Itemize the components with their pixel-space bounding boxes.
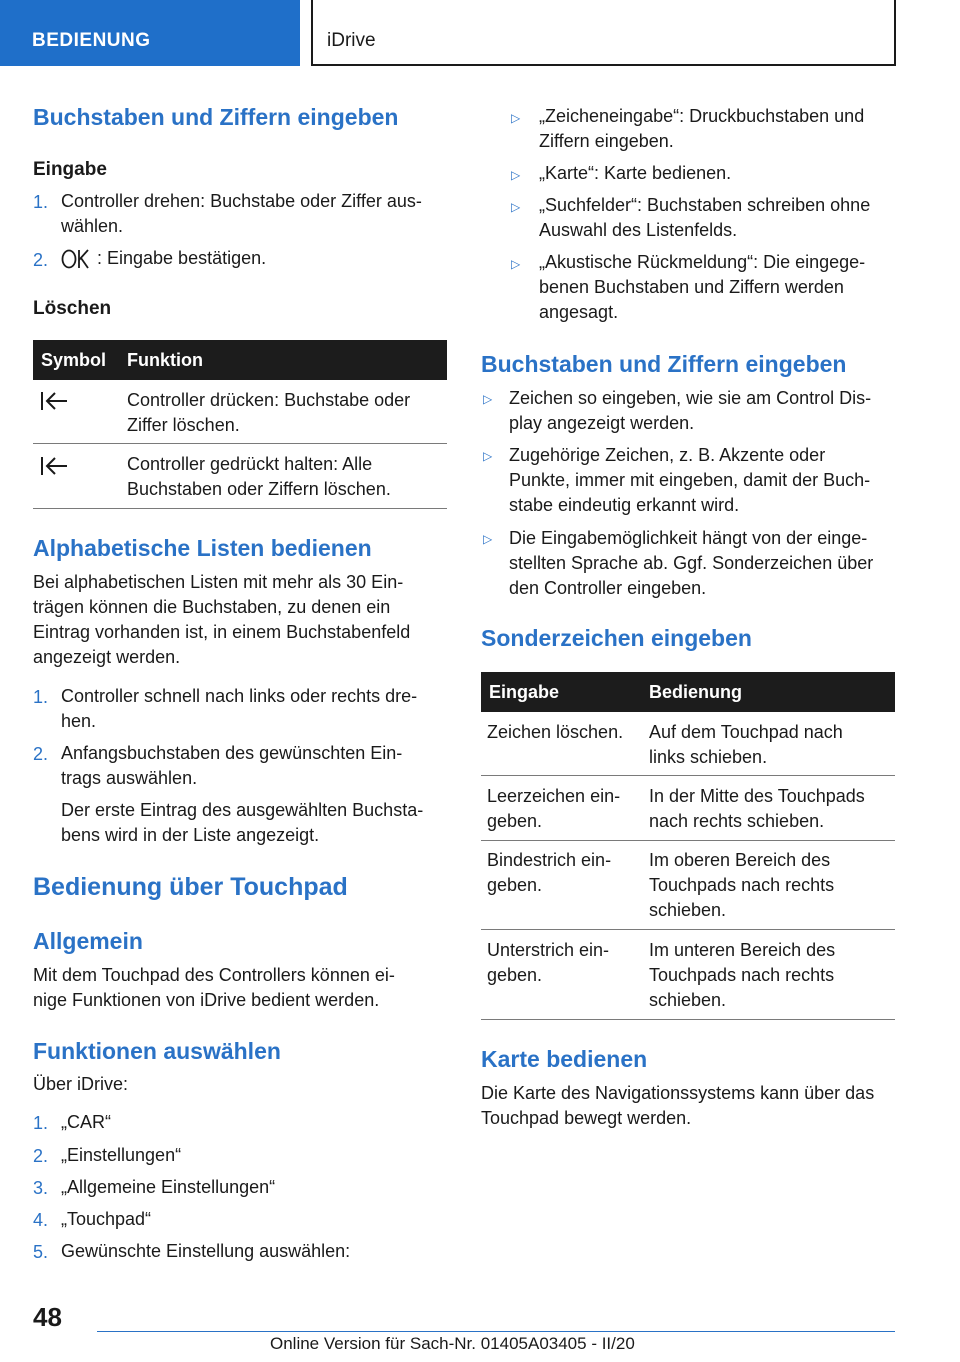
- table-row-divider: [33, 508, 447, 509]
- triangle-bullet-icon: ▷: [511, 257, 521, 271]
- heading-special-characters: Sonderzeichen eingeben: [481, 625, 752, 651]
- heading-map: Karte bedienen: [481, 1046, 648, 1072]
- step-note: Der erste Eintrag des ausgewählten Buchsta- bens wird in der Liste angezeigt.: [61, 800, 424, 845]
- table-row-divider: [481, 840, 895, 841]
- heading-delete: Löschen: [33, 298, 112, 319]
- step-text: „CAR“: [61, 1112, 111, 1132]
- table-cell-input: Leerzeichen ein- geben.: [487, 786, 621, 831]
- heading-select-functions: Funktionen auswählen: [33, 1038, 281, 1064]
- step-text: : Eingabe bestätigen.: [97, 248, 267, 268]
- table-row-divider: [33, 443, 447, 444]
- table-cell-operation: Auf dem Touchpad nach links schieben.: [649, 722, 843, 767]
- column-header-function: Funktion: [127, 350, 203, 370]
- section-tab: [0, 0, 300, 66]
- functions-intro: Über iDrive:: [33, 1074, 129, 1094]
- column-header-operation: Bedienung: [649, 682, 742, 702]
- table-cell-input: Zeichen löschen.: [487, 722, 624, 742]
- table-row-divider: [481, 1019, 895, 1020]
- heading-letters-digits-2: Buchstaben und Ziffern eingeben: [481, 351, 847, 377]
- step-number: 1.: [33, 687, 49, 707]
- page-number: 48: [33, 1302, 62, 1332]
- step-text: Gewünschte Einstellung auswählen:: [61, 1241, 351, 1261]
- delete-table-header: [33, 340, 447, 380]
- table-cell-input: Unterstrich ein- geben.: [487, 940, 610, 985]
- step-number: 2.: [33, 250, 49, 270]
- chapter-tab: [311, 0, 896, 66]
- bullet-text: Zeichen so eingeben, wie sie am Control Dis- play angezeigt werden.: [509, 388, 872, 433]
- special-table-header: [481, 672, 895, 712]
- bullet-text: Zugehörige Zeichen, z. B. Akzente oder Punkte, immer mit eingeben, damit der Buch- stabe eindeutig erkannt wird.: [509, 445, 871, 515]
- heading-alphabetic-lists: Alphabetische Listen bedienen: [33, 535, 372, 561]
- table-cell-operation: Im oberen Bereich des Touchpads nach rechts schieben.: [649, 850, 835, 920]
- backspace-arrow-icon: [39, 455, 69, 477]
- step-number: 4.: [33, 1210, 49, 1230]
- table-cell-operation: Im unteren Bereich des Touchpads nach rechts schieben.: [649, 940, 836, 1010]
- table-cell-input: Bindestrich ein- geben.: [487, 850, 612, 895]
- footer-divider: [97, 1331, 895, 1332]
- heading-input: Eingabe: [33, 159, 107, 180]
- bullet-text: Die Eingabemöglichkeit hängt von der einge- stellten Sprache ab. Ggf. Sonderzeichen über den Controller eingeben.: [509, 528, 874, 598]
- step-number: 3.: [33, 1178, 49, 1198]
- general-text: Mit dem Touchpad des Controllers können ei- nige Funktionen von iDrive bedient werden.: [33, 965, 395, 1010]
- triangle-bullet-icon: ▷: [511, 111, 521, 125]
- step-text: „Einstellungen“: [61, 1145, 182, 1165]
- alpha-intro-text: Bei alphabetischen Listen mit mehr als 30 Ein- trägen können die Buchstaben, zu denen ein Eintrag vorhanden ist, in einem Buchstabenfeld angezeigt werden.: [33, 572, 411, 667]
- table-cell-function: Controller drücken: Buchstabe oder Ziffer löschen.: [127, 390, 411, 435]
- column-header-input: Eingabe: [489, 682, 560, 702]
- step-text: „Touchpad“: [61, 1209, 152, 1229]
- section-title: BEDIENUNG: [32, 30, 151, 51]
- table-row-divider: [481, 929, 895, 930]
- triangle-bullet-icon: ▷: [483, 449, 493, 463]
- heading-general: Allgemein: [33, 928, 143, 954]
- step-text: Controller drehen: Buchstabe oder Ziffer aus- wählen.: [61, 191, 422, 236]
- step-number: 2.: [33, 744, 49, 764]
- step-number: 1.: [33, 1113, 49, 1133]
- backspace-arrow-icon: [39, 390, 69, 412]
- ok-icon: [61, 248, 91, 270]
- option-text: „Zeicheneingabe“: Druckbuchstaben und Ziffern eingeben.: [539, 106, 865, 151]
- table-row-divider: [481, 775, 895, 776]
- step-text: Controller schnell nach links oder rechts dre- hen.: [61, 686, 418, 731]
- option-text: „Suchfelder“: Buchstaben schreiben ohne Auswahl des Listenfelds.: [539, 195, 871, 240]
- step-number: 5.: [33, 1242, 49, 1262]
- column-header-symbol: Symbol: [41, 350, 107, 370]
- heading-touchpad: Bedienung über Touchpad: [33, 873, 348, 901]
- map-text: Die Karte des Navigationssystems kann über das Touchpad bewegt werden.: [481, 1083, 875, 1128]
- step-text: Anfangsbuchstaben des gewünschten Ein- trags auswählen.: [61, 743, 403, 788]
- chapter-title: iDrive: [327, 30, 376, 51]
- table-cell-function: Controller gedrückt halten: Alle Buchstaben oder Ziffern löschen.: [127, 454, 391, 499]
- triangle-bullet-icon: ▷: [511, 168, 521, 182]
- footer-online-version: Online Version für Sach-Nr. 01405A03405 - II/20: [270, 1334, 635, 1353]
- triangle-bullet-icon: ▷: [511, 200, 521, 214]
- triangle-bullet-icon: ▷: [483, 532, 493, 546]
- option-text: „Karte“: Karte bedienen.: [539, 163, 732, 183]
- step-number: 1.: [33, 192, 49, 212]
- step-text: „Allgemeine Einstellungen“: [61, 1177, 276, 1197]
- table-cell-operation: In der Mitte des Touchpads nach rechts schieben.: [649, 786, 865, 831]
- step-number: 2.: [33, 1146, 49, 1166]
- triangle-bullet-icon: ▷: [483, 392, 493, 406]
- option-text: „Akustische Rückmeldung“: Die eingege- benen Buchstaben und Ziffern werden angesagt.: [539, 252, 866, 322]
- heading-letters-digits: Buchstaben und Ziffern eingeben: [33, 104, 399, 130]
